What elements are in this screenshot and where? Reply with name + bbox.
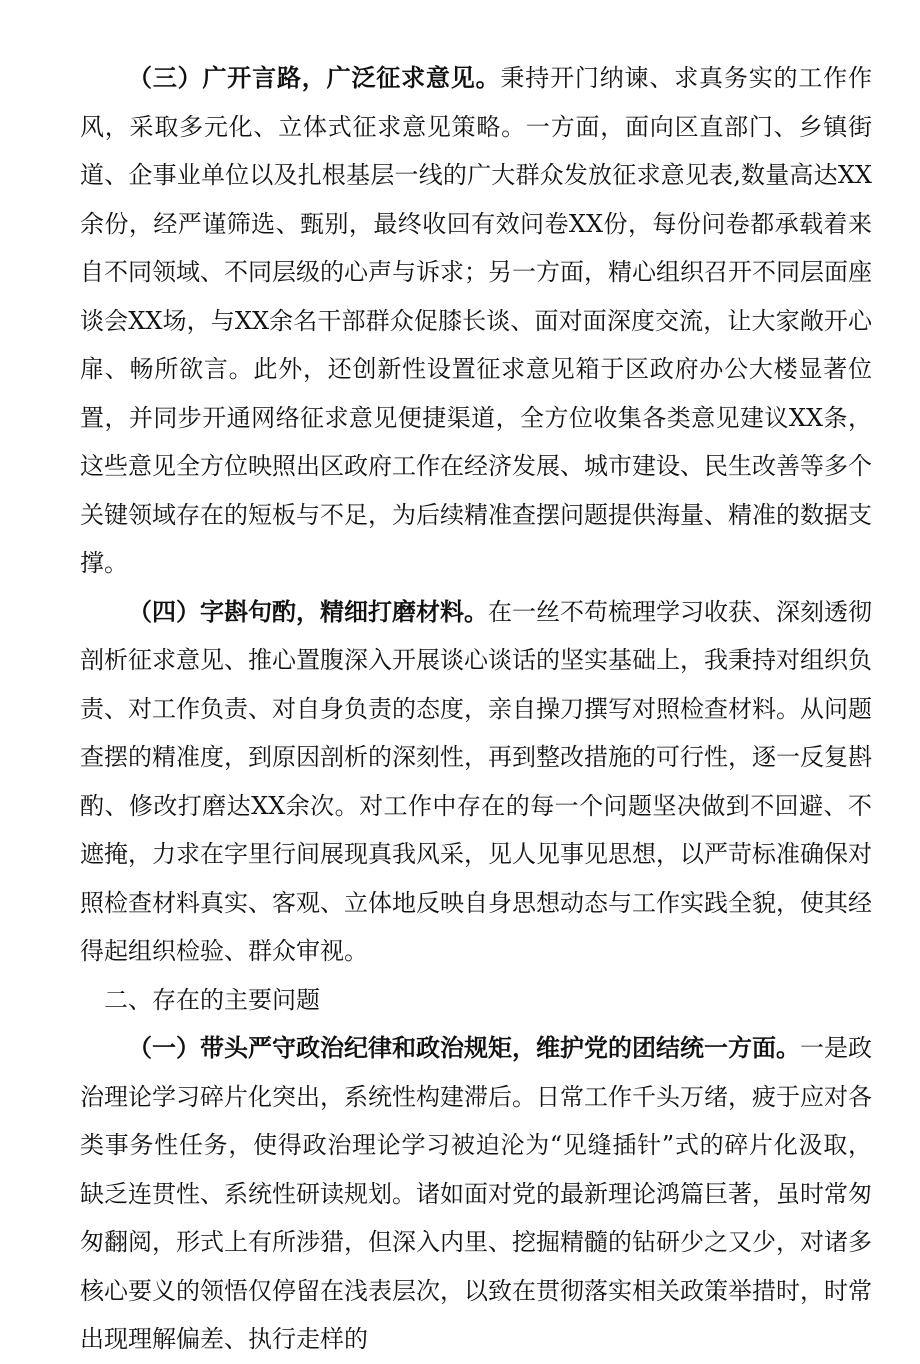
paragraph-text-polish-materials: 在一丝不苟梳理学习收获、深刻透彻剖析征求意见、推心置腹深入开展谈心谈话的坚实基础上，我秉持对组织负责、对工作负责、对自身负责的态度，亲自操刀撰写对照检查材料。从问题查摆的精准度，到原因剖析的深刻性，再到整改措施的可行性，逐一反复斟酌、修改打磨达XX余次。对工作中存在的每一个问题坚决做到不回避、不遮掩，力求在字里行间展现真我风采，见人见事见思想，以严苛标准确保对照检查材料真实、客观、立体地反映自身思想动态与工作实践全貌，使其经得起组织检验、群众审视。 <box>80 597 872 965</box>
paragraph-political-discipline <box>80 1024 872 1364</box>
paragraph-lead-political-discipline: （一）带头严守政治纪律和政治规矩，维护党的团结统一方面。 <box>128 1034 800 1062</box>
section-heading-main-problems: 二、存在的主要问题 <box>104 985 320 1014</box>
paragraph-lead-broad-consultation: （三）广开言路，广泛征求意见。 <box>128 64 501 92</box>
document-body <box>80 54 872 1364</box>
paragraph-lead-polish-materials: （四）字斟句酌，精细打磨材料。 <box>128 597 488 626</box>
paragraph-text-broad-consultation: 秉持开门纳谏、求真务实的工作作风，采取多元化、立体式征求意见策略。一方面，面向区直部门、乡镇街道、企事业单位以及扎根基层一线的广大群众发放征求意见表,数量高达XX余份，经严谨筛选、甄别，最终收回有效问卷XX份，每份问卷都承载着来自不同领域、不同层级的心声与诉求；另一方面，精心组织召开不同层面座谈会XX场，与XX余名干部群众促膝长谈、面对面深度交流，让大家敞开心扉、畅所欲言。此外，还创新性设置征求意见箱于区政府办公大楼显著位置，并同步开通网络征求意见便捷渠道，全方位收集各类意见建议XX条，这些意见全方位映照出区政府工作在经济发展、城市建设、民生改善等多个关键领域存在的短板与不足，为后续精准查摆问题提供海量、精准的数据支撑。 <box>80 64 873 577</box>
paragraph-broad-consultation <box>80 54 872 588</box>
paragraph-polish-materials <box>80 588 872 976</box>
paragraph-text-political-discipline: 一是政治理论学习碎片化突出，系统性构建滞后。日常工作千头万绪，疲于应对各类事务性任务，使得政治理论学习被迫沦为“见缝插针”式的碎片化汲取，缺乏连贯性、系统性研读规划。诸如面对党的最新理论鸿篇巨著，虽时常匆匆翻阅，形式上有所涉猎，但深入内里、挖掘精髓的钻研少之又少，对诸多核心要义的领悟仅停留在浅表层次，以致在贯彻落实相关政策举措时，时常出现理解偏差、执行走样的 <box>80 1034 872 1353</box>
